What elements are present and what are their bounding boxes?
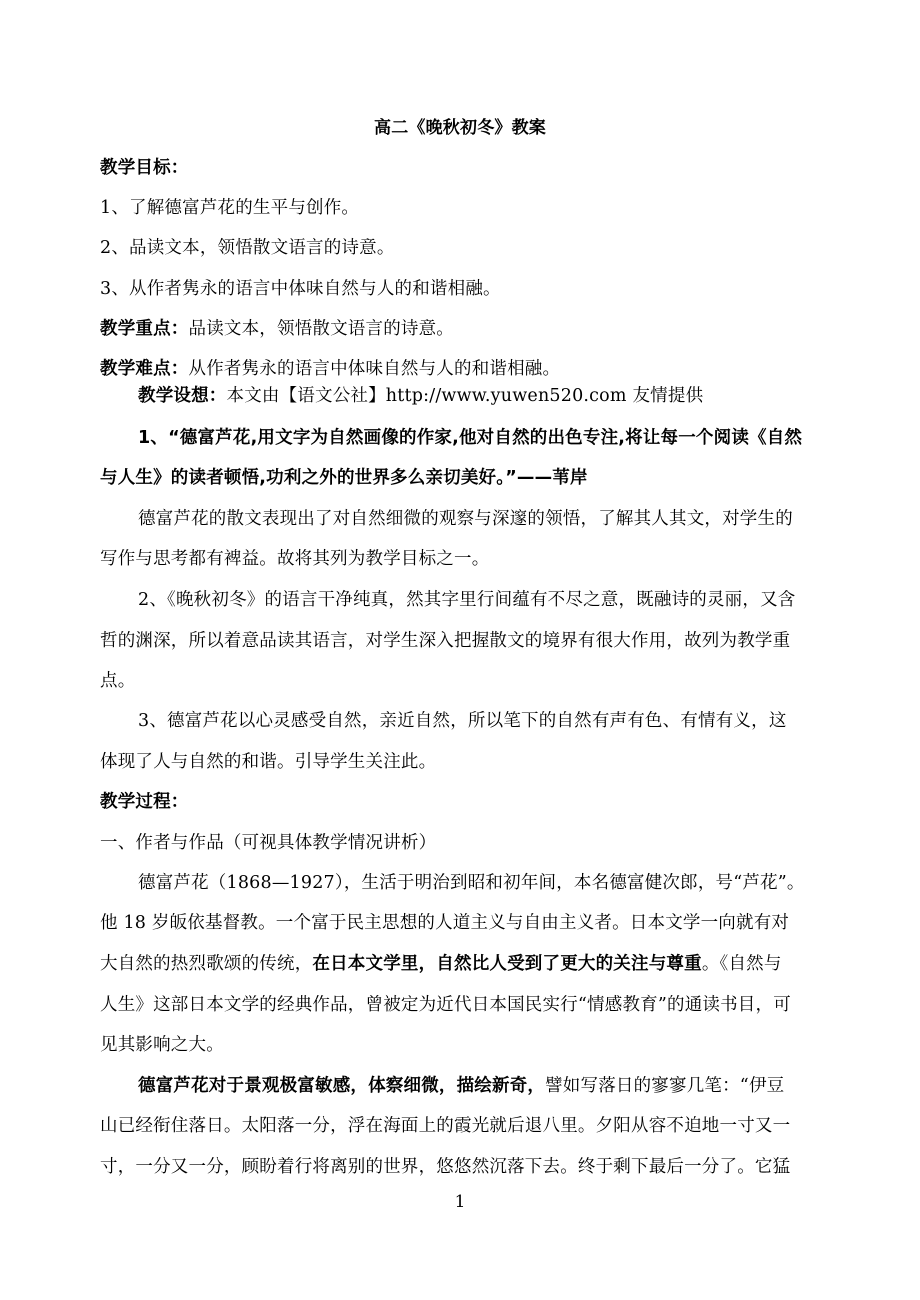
key-point <box>100 317 822 341</box>
emphasis-text: 德富芦花对于景观极富敏感，体察细微，描绘新奇， <box>138 1076 546 1096</box>
design-text: 本文由【语文公社】http://www.yuwen520.com 友情提供 <box>226 386 704 406</box>
paragraph-line: 德富芦花的散文表现出了对自然细微的观察与深邃的领悟，了解其人其文，对学生的 <box>138 509 793 529</box>
document-title: 高二《晚秋初冬》教案 <box>374 118 546 138</box>
paragraph-line: 他 18 岁皈依基督教。一个富于民主思想的人道主义与自由主义者。日本文学一向就有对 <box>100 913 790 933</box>
paragraph-line <box>138 1074 822 1098</box>
text-run: 譬如写落日的寥寥几笔：“伊豆 <box>545 1076 785 1096</box>
paragraph-line: 2、《晚秋初冬》的语言干净纯真，然其字里行间蕴有不尽之意，既融诗的灵丽，又含 <box>138 590 796 610</box>
goal-item: 3、从作者隽永的语言中体味自然与人的和谐相融。 <box>100 279 501 299</box>
design-label: 教学设想： <box>138 386 227 406</box>
paragraph-line: 3、德富芦花以心灵感受自然，亲近自然，所以笔下的自然有声有色、有情有义，这 <box>138 711 787 731</box>
paragraph-line: 寸，一分又一分，顾盼着行将离别的世界，悠悠然沉落下去。终于剩下最后一分了。它猛 <box>100 1157 791 1177</box>
goals-heading: 教学目标： <box>100 158 189 178</box>
text-run: 大自然的热烈歌颂的传统， <box>100 954 313 974</box>
key-point-label: 教学重点： <box>100 319 189 339</box>
quote-line: 与人生》的读者顿悟,功利之外的世界多么亲切美好。”——苇岸 <box>100 468 588 488</box>
goal-item: 2、品读文本，领悟散文语言的诗意。 <box>100 238 395 258</box>
difficulty-label: 教学难点： <box>100 359 189 379</box>
paragraph-line: 体现了人与自然的和谐。引导学生关注此。 <box>100 752 437 772</box>
design <box>138 384 822 408</box>
page-number: 1 <box>454 1192 466 1212</box>
paragraph-line: 见其影响之大。 <box>100 1035 224 1055</box>
goal-item: 1、了解德富芦花的生平与创作。 <box>100 198 360 218</box>
paragraph-line: 人生》这部日本文学的经典作品，曾被定为近代日本国民实行“情感教育”的通读书目，可 <box>100 995 791 1015</box>
process-heading: 教学过程： <box>100 792 189 812</box>
paragraph-line: 哲的渊深，所以着意品读其语言，对学生深入把握散文的境界有很大作用，故列为教学重 <box>100 631 791 651</box>
paragraph-line: 写作与思考都有裨益。故将其列为教学目标之一。 <box>100 549 490 569</box>
paragraph-line <box>100 952 822 976</box>
paragraph-line: 德富芦花（1868—1927），生活于明治到昭和初年间，本名德富健次郎，号“芦花”。 <box>138 873 805 893</box>
text-run: 。《自然与 <box>701 954 782 974</box>
difficulty <box>100 357 822 381</box>
difficulty-text: 从作者隽永的语言中体味自然与人的和谐相融。 <box>188 359 561 379</box>
key-point-text: 品读文本，领悟散文语言的诗意。 <box>188 319 454 339</box>
section-heading: 一、作者与作品（可视具体教学情况讲析） <box>100 833 437 853</box>
paragraph-line: 点。 <box>100 671 136 691</box>
emphasis-text: 在日本文学里，自然比人受到了更大的关注与尊重 <box>312 954 702 974</box>
paragraph-line: 山已经衔住落日。太阳落一分，浮在海面上的霞光就后退八里。夕阳从容不迫地一寸又一 <box>100 1116 791 1136</box>
quote-line: 1、“德富芦花,用文字为自然画像的作家,他对自然的出色专注,将让每一个阅读《自然 <box>138 428 803 448</box>
